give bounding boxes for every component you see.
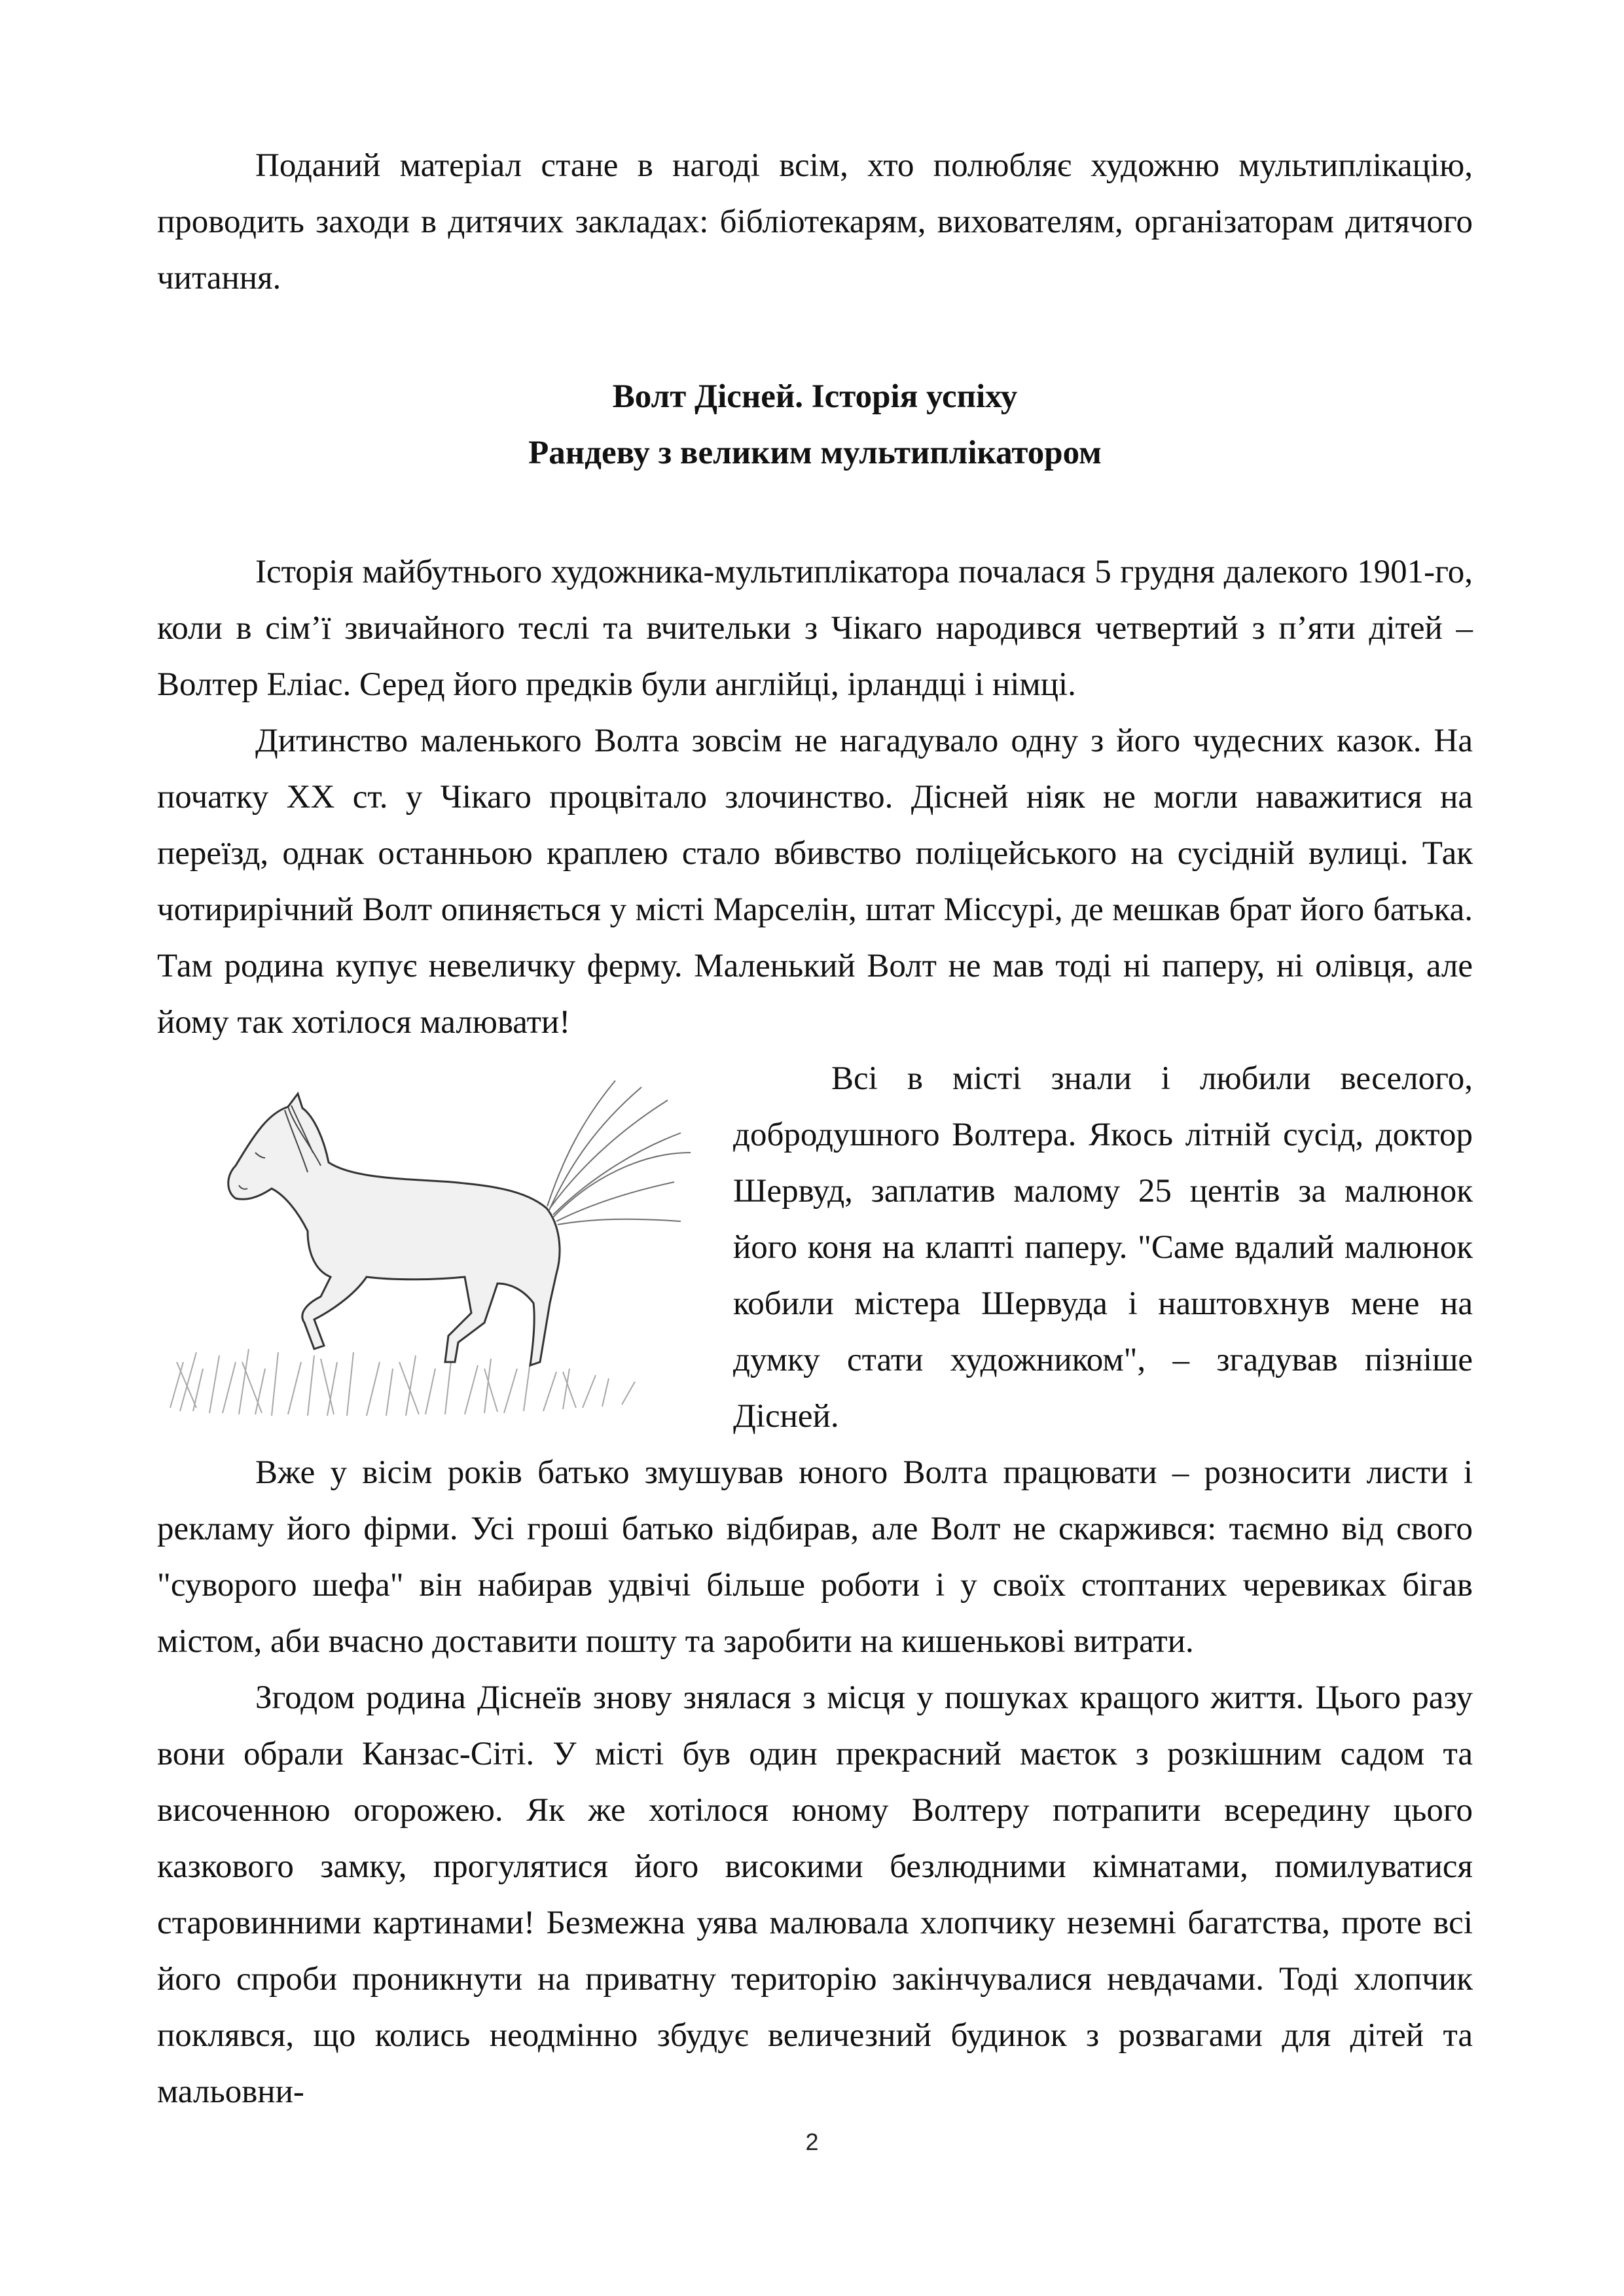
spacer xyxy=(157,481,1473,544)
document-page xyxy=(157,137,1473,2120)
paragraph-work: Вже у вісім років батько змушував юного Волта працювати – розносити листи і рекламу його фірми. Усі гроші батько відбирав, але Волт не скаржився: таємно від свого "суворого шефа" він набирав удвічі більше роботи і у своїх стоптаних черевиках бігав містом, аби вчасно доставити пошту та заробити на кишенькові витрати. xyxy=(157,1454,1473,1660)
paragraph-sherwood: Всі в місті знали і любили веселого, добродушного Волтера. Якось літній сусід, доктор Шервуд, заплатив малому 25 центів за малюнок його коня на клапті паперу. "Саме вдалий малюнок кобили містера Шервуда і наштовхнув мене на думку стати художником", – згадував пізніше Дісней. xyxy=(733,1060,1473,1435)
horse-sketch-illustration xyxy=(157,1054,700,1421)
page-number: 2 xyxy=(805,2128,819,2155)
horse-sketch-icon xyxy=(157,1054,700,1421)
intro-paragraph: Поданий матеріал стане в нагоді всім, хто полюбляє художню мультиплікацію, проводить заходи в дитячих закладах: бібліотекарям, вихователям, організаторам дитячого читання. xyxy=(157,147,1473,296)
article-subtitle: Рандеву з великим мультиплікатором xyxy=(528,435,1102,471)
paragraph-birth: Історія майбутнього художника-мультиплікатора почалася 5 грудня далекого 1901-го, коли в сім’ї звичайного теслі та вчительки з Чікаго народився четвертий з п’яти дітей – Волтер Еліас. Серед його предків були англійці, ірландці і німці. xyxy=(157,554,1473,703)
paragraph-childhood: Дитинство маленького Волта зовсім не нагадувало одну з його чудесних казок. На початку ХХ ст. у Чікаго процвітало злочинство. Дісней ніяк не могли наважитися на переїзд, однак останньою краплею стало вбивство поліцейського на сусідній вулиці. Так чотирирічний Волт опиняється у місті Марселін, штат Міссурі, де мешкав брат його батька. Там родина купує невеличку ферму. Маленький Волт не мав тоді ні паперу, ні олівця, але йому так хотілося малювати! xyxy=(157,723,1473,1041)
article-title: Волт Дісней. Історія успіху xyxy=(612,378,1018,415)
paragraph-kansas: Згодом родина Діснеїв знову знялася з місця у пошуках кращого життя. Цього разу вони обрали Канзас-Сіті. У місті був один прекрасний маєток з розкішним садом та височенною огорожею. Як же хотілося юному Волтеру потрапити всередину цього казкового замку, прогулятися його високими безлюдними кімнатами, помилуватися старовинними картинами! Безмежна уява малювала хлопчику неземні багатства, проте всі його спроби проникнути на приватну територію закінчувалися невдачами. Тоді хлопчик поклявся, що колись неодмінно збудує величезний будинок з розвагами для дітей та мальовни- xyxy=(157,1679,1473,2110)
